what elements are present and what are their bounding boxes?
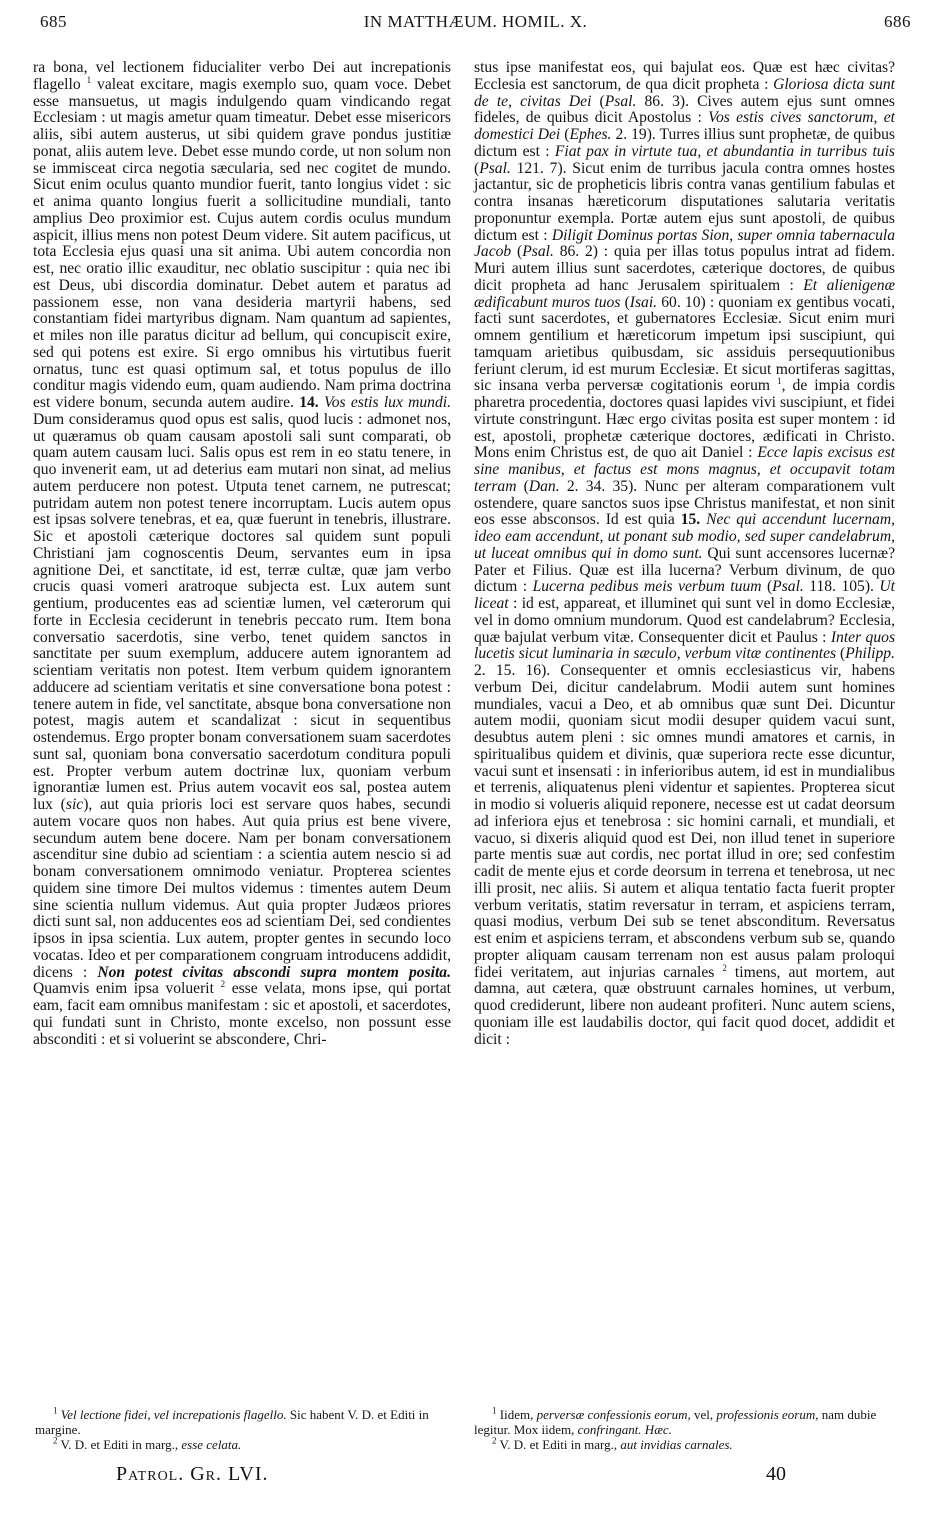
text-run: valeat excitare, magis exemplo suo, quam voce. Debet esse mansuetus, ut magis indulgendo quam vindicando regat Ecclesiam : ut magis ametur quam timeatur. Debet esse misericors aliis, sibi autem austerus, ut sibi quidem grave pondus justitiæ ponat, aliis autem leve. Debet esse mundo corde, ut non solum non se immisceat circa negotia sæcularia, sed nec cogitet de mundo. Sicut enim oculus quanto mundior fuerit, tanto longius videt : sic et anima quanto longius fuerit a sollicitudine mundiali, tanto amplius Deo proximior est. Cujus autem cordis oculus mundum aspicit, illius mens non potest Deum videre. Sit autem pacificus, ut tota Ecclesia ejus quasi una sit anima. Ubi autem concordia non est, nec oratio illic exauditur, nec oblatio suscipitur : quia nec ibi est Deus, ubi discordia dominatur. Debet autem et paratus ad passionem esse, non vana desideria martyrii habens, sed constantiam fidei martyribus dignam. Nam quantum ad sapientes, et miles non ille paratus dicitur ad bellum, qui concupiscit exire, sed qui potens est exire. Si ergo omnibus his virtutibus fuerit ornatus, tunc est quasi optimum sal, et totus populus de illo conditur magis videndo eum, quam audiendo. Nam prima doctrina est videre bonum, secunda autem audire.: [33, 75, 451, 411]
text-run: aut invidias carnales.: [620, 1437, 733, 1452]
footnote-marker: 1: [777, 376, 782, 387]
text-run: Isai.: [629, 293, 658, 311]
text-run: Psal.: [772, 578, 804, 596]
footnote: [35, 1437, 450, 1452]
text-run: 121. 7). Sicut enim de turribus jacula contra omnes hostes jactantur, sic de propheticis libris contra vanas gentilium fabulas et contra insanas hæreticorum disputationes salutaria veritatis proponuntur exempla. Portæ autem ejus sunt apostoli, de quibus dictum est :: [474, 159, 895, 244]
text-run: sic: [65, 796, 84, 813]
column-body: [474, 60, 895, 1048]
text-run: Dum consideramus quod opus est salis, quod lucis : admonet nos, ut quæramus ob quam causam apostoli sali sunt comparati, ob quam autem causam luci. Salis opus est rem in eo statu tenere, in quo invenerit eam, ut ad deterius eam mutari non sinat, ad melius autem perducere non potest. Utputa tenet carnem, ne putrescat; putridam autem non potest tenere incorruptam. Lucis autem opus est ipsas solvere tenebras, et ea, quæ fuerunt in tenebris, illustrare. Sic et apostoli cæterique doctores sal quidem sunt populi Christiani jam cognoscentis Deum, servantes eum in ipsa agnitione Dei, et sanctitate, id est, terræ cultæ, quæ jam verbo crucis quasi vomeri aratroque subjecta est. Lux autem sunt gentium, producentes eas ad scientiæ lumen, vel cæterorum qui forte in Ecclesia ceciderunt in tenebris peccato rum. Item bona conversatio sacerdotis, sine verbo, tenet quidem sanctos in sanctitate per suum exemplum, adducere autem ignorantem ad scientiam veritatis non potest. Item verbum quidem ignorantem adducere ad scientiam veritatis et sine conversatione bona potest : tenere autem in fide, vel sanctitate, absque bona conversatione non potest, magis autem et scandalizat : sicut in sequentibus ostendemus. Ergo propter bonam conversationem suam sacerdotes sunt sal, quoniam bona conversatio sacerdotum conditura populi est. Propter verbum autem doctrinæ lux, quoniam verbum ignorantiæ lumen est. Prius autem vocavit eos sal, postea autem lux (: [33, 410, 451, 813]
footnotes-left: [35, 1407, 450, 1452]
footnote-marker: 1: [86, 74, 92, 85]
footnote-marker: 2: [722, 962, 727, 973]
text-run: (: [761, 578, 773, 596]
text-run: ), aut quia prioris loci est servare quos habes, secundi autem vocare quos non habes. Aut quia prius est bene vivere, secundum autem bene docere. Nam per bonam conversationem ascenditur sine dubio ad scientiam : a scientia autem nescio si ad bonam conversationem omnimodo veniatur. Propterea scientes quidem sine timore Dei multos videmus : timentes autem Deum sine scientia nullum videmus. Aut quia propter Judæos priores dicti sunt sal, non adducentes eos ad scientiam Dei, sed condientes ipsos in ipsa scientia. Lux autem, propter gentes in secundo loco vocatas. Ideo et per comparationem congruam introducens addidit, dicens :: [33, 796, 451, 981]
text-run: Nec qui accendunt lucernam, ideo eam accendunt, ut ponant sub modio, sed super candelabrum, ut luceat omnibus qui in domo sunt.: [474, 511, 895, 562]
text-run: Inter quos lucetis sicut luminaria in sæculo, verbum vitæ continentes: [474, 628, 896, 663]
text-run: (: [560, 126, 570, 143]
text-column-right: [474, 60, 895, 1048]
text-run: (: [591, 92, 605, 110]
text-run: Psal.: [604, 92, 637, 110]
series-footer: Patrol. Gr. LVI.: [116, 1463, 269, 1485]
text-run: Gloriosa dicta sunt de te, civitas Dei: [474, 75, 895, 110]
text-run: Dan.: [528, 477, 560, 495]
text-run: timens, aut mortem, aut damna, aut cætera, quæ obstruunt carnales homines, ut verbum, quod crediderunt, libere non audeant profiteri. Nunc autem sciens, quoniam ille est laudabilis doctor, qui facit quod docet, addidit et dicit :: [474, 963, 896, 1048]
footnote-marker: 2: [53, 1435, 58, 1446]
text-run: V. D. et Editi in marg.,: [57, 1437, 182, 1452]
text-run: Psal.: [479, 159, 511, 177]
footnote-marker: 2: [492, 1435, 497, 1446]
text-run: Qui sunt accensores lucernæ? Pater et Filius. Quæ est illa lucerna? Verbum divinum, de quo dictum :: [474, 544, 895, 596]
text-run: Philipp.: [845, 645, 895, 663]
text-run: (: [516, 477, 529, 495]
page-number-right: 686: [884, 12, 911, 31]
text-run: vel,: [690, 1407, 717, 1422]
text-run: stus ipse manifestat eos, qui bajulat eos. Quæ est hæc civitas? Ecclesia est sanctorum, de qua dicit propheta :: [474, 59, 895, 93]
text-run: , de impia cordis pharetra procedentia, doctores quasi lapides vivi suscipiunt, et fidei virtute constringunt. Hæc ergo civitas posita est super montem : id est, apostoli, prophetæ cæterique doctores, ædificati in Christo. Mons enim Christus est, de quo ait Daniel :: [474, 377, 895, 462]
text-run: Fiat pax in virtute tua, et abundantia in turribus tuis: [554, 142, 895, 160]
text-run: (: [620, 293, 630, 311]
column-body: [33, 60, 451, 1048]
text-run: Iidem,: [496, 1407, 537, 1422]
text-run: Vos estis lux mundi.: [323, 394, 452, 411]
text-run: (: [474, 159, 480, 177]
text-run: V. D. et Editi in marg.,: [496, 1437, 621, 1452]
text-run: Lucerna pedibus meis verbum tuum: [532, 578, 762, 596]
signature-mark: 40: [766, 1463, 786, 1485]
text-run: Non potest civitas abscondi supra montem posita.: [97, 963, 451, 981]
footnote-marker: 1: [492, 1405, 497, 1416]
footnote-marker: 2: [220, 979, 226, 990]
text-run: Psal.: [522, 243, 554, 261]
text-run: 2. 34. 35). Nunc per alteram comparationem vult ostendere, quare sanctos suos ipse Christus manifestat, et non sinit eos esse absconsos. Id est quia: [474, 477, 895, 529]
text-run: Ecce lapis excisus est sine manibus, et factus est mons magnus, et occupavit totam terram: [474, 444, 895, 495]
text-run: 2. 19). Turres illius sunt prophetæ, de quibus dictum est :: [474, 126, 895, 160]
text-run: Vos estis cives sanctorum, et domestici Dei: [474, 109, 895, 143]
text-run: 118. 105).: [803, 578, 880, 596]
text-run: Diligit Dominus portas Sion, super omnia tabernacula Jacob: [474, 226, 895, 261]
text-run: 14.: [299, 394, 319, 411]
text-run: esse celata.: [181, 1437, 242, 1452]
text-run: Quamvis enim ipsa voluerit: [33, 980, 221, 998]
footnote-marker: 1: [53, 1405, 58, 1416]
text-run: 2. 15. 16). Consequenter et omnis ecclesiasticus vir, habens verbum Dei, dicitur candelabrum. Modii autem sunt homines mundiales, vacui a Deo, et ab omnibus quæ sunt Dei. Dicuntur autem modii, quoniam sicut modii desuper quidem vacui sunt, desubtus autem pleni : sic omnes mundi amatores et carnis, in spiritualibus quidem et divinis, quæ superiora recte esse dicuntur, vacui sunt et insensati : in inferioribus autem, id est in mundialibus et terrenis, aliquatenus pleni videntur et sapientes. Propterea sicut in modio si volueris aliquid reponere, necesse est ut cadat deorsum ad inferiora ejus et tenebrosa : sic homini carnali, et mundiali, et vacuo, si dixeris aliquid quod est Dei, non illud tenet in superiore parte mentis suæ aut cordis, nec portat illud in ore; sed confestim cadit de mente ejus et corde deorsum in terrena et tenebrosa, ut nec illi prosit, nec aliis. Si autem et aliqua tentatio facta fuerit propter verbum veritatis, statim reversatur in terram, et aspiciens terram, quasi modius, verbum Dei sub se tenet absconditum. Reversatus est enim et aspiciens terram, et abscondens verbum sub se, quando propter aliquam causam terrenam non est ausus palam proloqui fidei veritatem, aut injurias carnales: [474, 662, 895, 981]
text-run: 86. 2) : quia per illas totus populus intrat ad fidem. Muri autem illius sunt sacerdotes, cæterique doctores, de quibus dicit propheta ad hanc Jerusalem spiritualem :: [474, 243, 895, 294]
text-run: 15.: [680, 511, 701, 529]
text-run: 60. 10) : quoniam ex gentibus vocati, facti sunt sacerdotes, et gubernatores Ecclesiæ. Sicut enim muri omnem gentilium et hæreticorum impetum ipsi suscipiunt, qui tamquam arietibus quibusdam, sic assiduis persequutionibus feriunt clerum, id est murum Ecclesiæ. Et sicut mortiferas sagittas, sic insana verba perversæ cogitationis eorum: [474, 293, 896, 395]
footnotes-right: [474, 1407, 895, 1452]
text-run: ra bona, vel lectionem fiducialiter verbo Dei aut increpationis flagello: [33, 59, 451, 93]
text-run: : id est, appareat, et illuminet qui sunt vel in domo Ecclesiæ, vel in domo omnium mundorum. Quod est candelabrum? Ecclesia, quæ bajulat verbum vitæ. Consequenter dicit et Paulus :: [474, 595, 895, 646]
text-run: nam dubie legitur. Mox iidem,: [474, 1407, 877, 1437]
running-title: IN MATTHÆUM. HOMIL. X.: [363, 12, 588, 31]
footnote: [35, 1407, 450, 1437]
footnote: [474, 1407, 895, 1437]
text-run: Et alienigenæ ædificabunt muros tuos: [474, 276, 895, 311]
text-run: professionis eorum,: [716, 1407, 819, 1422]
text-run: confringant. Hæc.: [577, 1422, 672, 1437]
footnote: [474, 1437, 895, 1452]
running-header: [40, 8, 911, 36]
text-run: (: [836, 645, 846, 663]
text-run: 86. 3). Cives autem ejus sunt omnes fideles, de quibus dicit Apostolus :: [474, 92, 895, 127]
text-run: Ephes.: [569, 126, 612, 143]
page-number-left: 685: [40, 12, 67, 31]
text-run: esse velata, mons ipse, qui portat eam, facit eam omnibus manifestam : sic et apostoli, et sacerdotes, qui fundati sunt in Christo, monte excelso, non possunt esse absconditi : et si voluerint se abscondere, Chri-: [33, 980, 451, 1048]
text-column-left: [33, 60, 451, 1048]
text-run: Vel lectione fidei, vel increpationis flagello.: [60, 1407, 287, 1422]
text-run: Sic habent V. D. et Editi in margine.: [35, 1407, 429, 1437]
text-run: perversæ confessionis eorum,: [536, 1407, 691, 1422]
text-run: Ut liceat: [474, 578, 895, 612]
text-run: (: [511, 243, 523, 261]
